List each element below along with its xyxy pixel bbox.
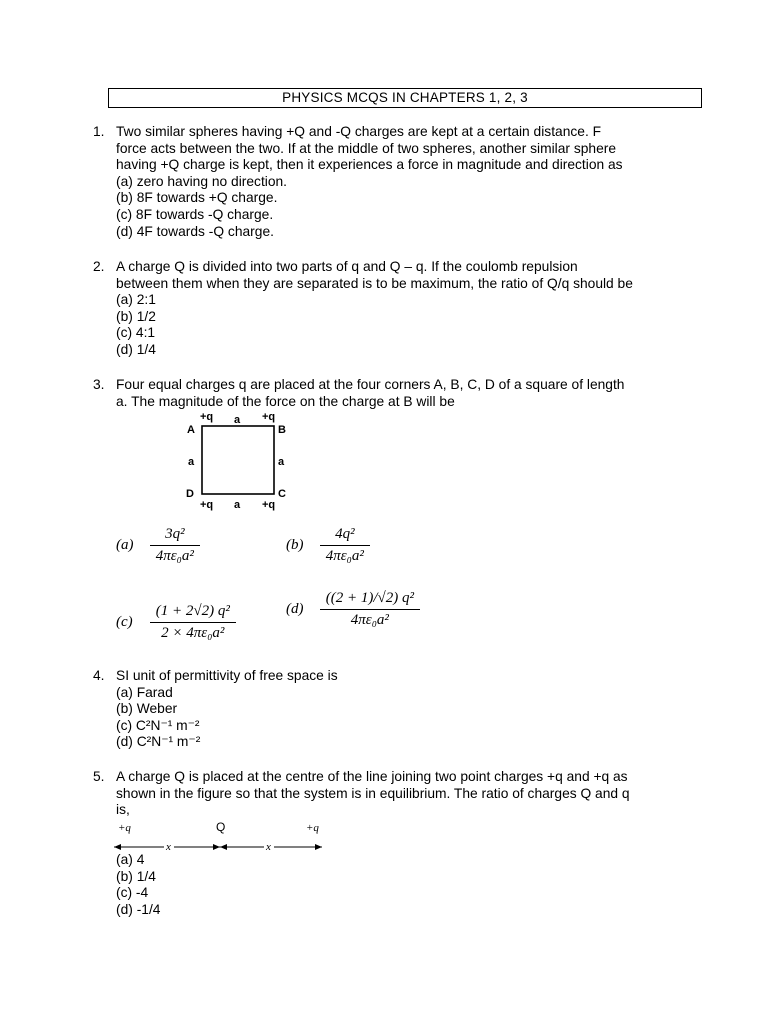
bottom-side-label: a — [234, 499, 241, 511]
question-number: 2. — [93, 259, 105, 274]
question-number: 4. — [93, 668, 105, 683]
option-label: (c) — [116, 614, 133, 630]
square-outline — [202, 426, 274, 494]
denominator: 4πε₀a² — [320, 545, 370, 565]
option-label: (b) — [286, 537, 304, 553]
question-5-options — [93, 852, 713, 918]
corner-label-c: C — [278, 488, 286, 500]
option-c: (c) 4:1 — [116, 325, 156, 341]
question-3 — [93, 377, 713, 410]
question-stem: shown in the figure so that the system is in equilibrium. The ratio of charges Q and q — [116, 785, 630, 801]
question-4 — [93, 668, 713, 751]
left-side-label: a — [188, 456, 195, 468]
fraction — [150, 526, 200, 565]
square-charges-figure — [180, 408, 300, 513]
question-stem: A charge Q is divided into two parts of q and Q – q. If the coulomb repulsion — [116, 259, 578, 274]
question-5 — [93, 769, 713, 819]
question-stem: force acts between the two. If at the middle of two spheres, another similar sphere — [116, 140, 617, 156]
option-a: (a) 4 — [116, 852, 145, 867]
option-label: (a) — [116, 537, 134, 553]
corner-label-b: B — [278, 424, 286, 436]
option-d: (d) C²N⁻¹ m⁻² — [116, 734, 201, 750]
option-c: (c) -4 — [116, 885, 149, 901]
corner-label-d: D — [186, 488, 194, 500]
question-stem: Four equal charges q are placed at the four corners A, B, C, D of a square of length — [116, 377, 625, 392]
top-side-label: a — [234, 414, 241, 426]
formula-option-d — [286, 590, 420, 629]
question-2 — [93, 259, 713, 359]
right-charge-label: +q — [306, 822, 319, 834]
fraction — [150, 603, 236, 642]
option-b: (b) 1/4 — [116, 868, 156, 884]
numerator: ((2 + 1)/√2) q² — [325, 590, 414, 606]
question-number: 1. — [93, 124, 105, 139]
fraction — [320, 590, 420, 629]
question-1 — [93, 124, 713, 240]
fraction — [320, 526, 370, 565]
question-number: 5. — [93, 769, 105, 784]
question-stem: Two similar spheres having +Q and -Q charges are kept at a certain distance. F — [116, 124, 602, 139]
denominator: 2 × 4πε₀a² — [150, 622, 236, 642]
numerator: (1 + 2√2) q² — [155, 603, 230, 619]
question-stem: is, — [116, 802, 130, 818]
question-stem: a. The magnitude of the force on the charge at B will be — [116, 393, 455, 409]
left-charge-label: +q — [118, 822, 131, 834]
denominator: 4πε₀a² — [150, 545, 200, 565]
corner-charge-b: +q — [262, 411, 276, 423]
corner-charge-c: +q — [262, 499, 276, 511]
arrowhead-right — [315, 844, 322, 850]
line-charges-figure — [112, 818, 327, 854]
center-charge-label: Q — [216, 820, 226, 834]
arrowhead-left — [114, 844, 121, 850]
arrowhead-center-left — [213, 844, 220, 850]
option-b: (b) Weber — [116, 701, 178, 717]
question-stem: A charge Q is placed at the centre of the line joining two point charges +q and +q as — [116, 769, 628, 784]
left-distance-label: x — [166, 841, 171, 853]
question-stem: having +Q charge is kept, then it experiences a force in magnitude and direction as — [116, 157, 623, 173]
arrowhead-center-right — [220, 844, 227, 850]
numerator: 4q² — [335, 526, 355, 542]
option-c: (c) 8F towards -Q charge. — [116, 206, 274, 222]
option-b: (b) 1/2 — [116, 308, 156, 324]
formula-option-c — [116, 603, 236, 642]
option-d: (d) 1/4 — [116, 341, 156, 357]
corner-charge-d: +q — [200, 499, 214, 511]
question-stem: SI unit of permittivity of free space is — [116, 668, 338, 683]
option-label: (d) — [286, 601, 304, 617]
option-a: (a) zero having no direction. — [116, 173, 288, 189]
question-stem: between them when they are separated is to be maximum, the ratio of Q/q should be — [116, 275, 633, 291]
option-a: (a) Farad — [116, 684, 173, 700]
denominator: 4πε₀a² — [320, 609, 420, 629]
corner-charge-a: +q — [200, 411, 214, 423]
option-d: (d) 4F towards -Q charge. — [116, 223, 274, 239]
question-number: 3. — [93, 377, 105, 392]
option-d: (d) -1/4 — [116, 901, 161, 917]
option-c: (c) C²N⁻¹ m⁻² — [116, 717, 200, 733]
page-title: PHYSICS MCQS IN CHAPTERS 1, 2, 3 — [108, 88, 702, 108]
right-side-label: a — [278, 456, 285, 468]
numerator: 3q² — [165, 526, 185, 542]
option-b: (b) 8F towards +Q charge. — [116, 190, 278, 206]
formula-option-a — [116, 526, 200, 565]
option-a: (a) 2:1 — [116, 292, 156, 308]
corner-label-a: A — [187, 424, 195, 436]
formula-option-b — [286, 526, 370, 565]
right-distance-label: x — [266, 841, 271, 853]
